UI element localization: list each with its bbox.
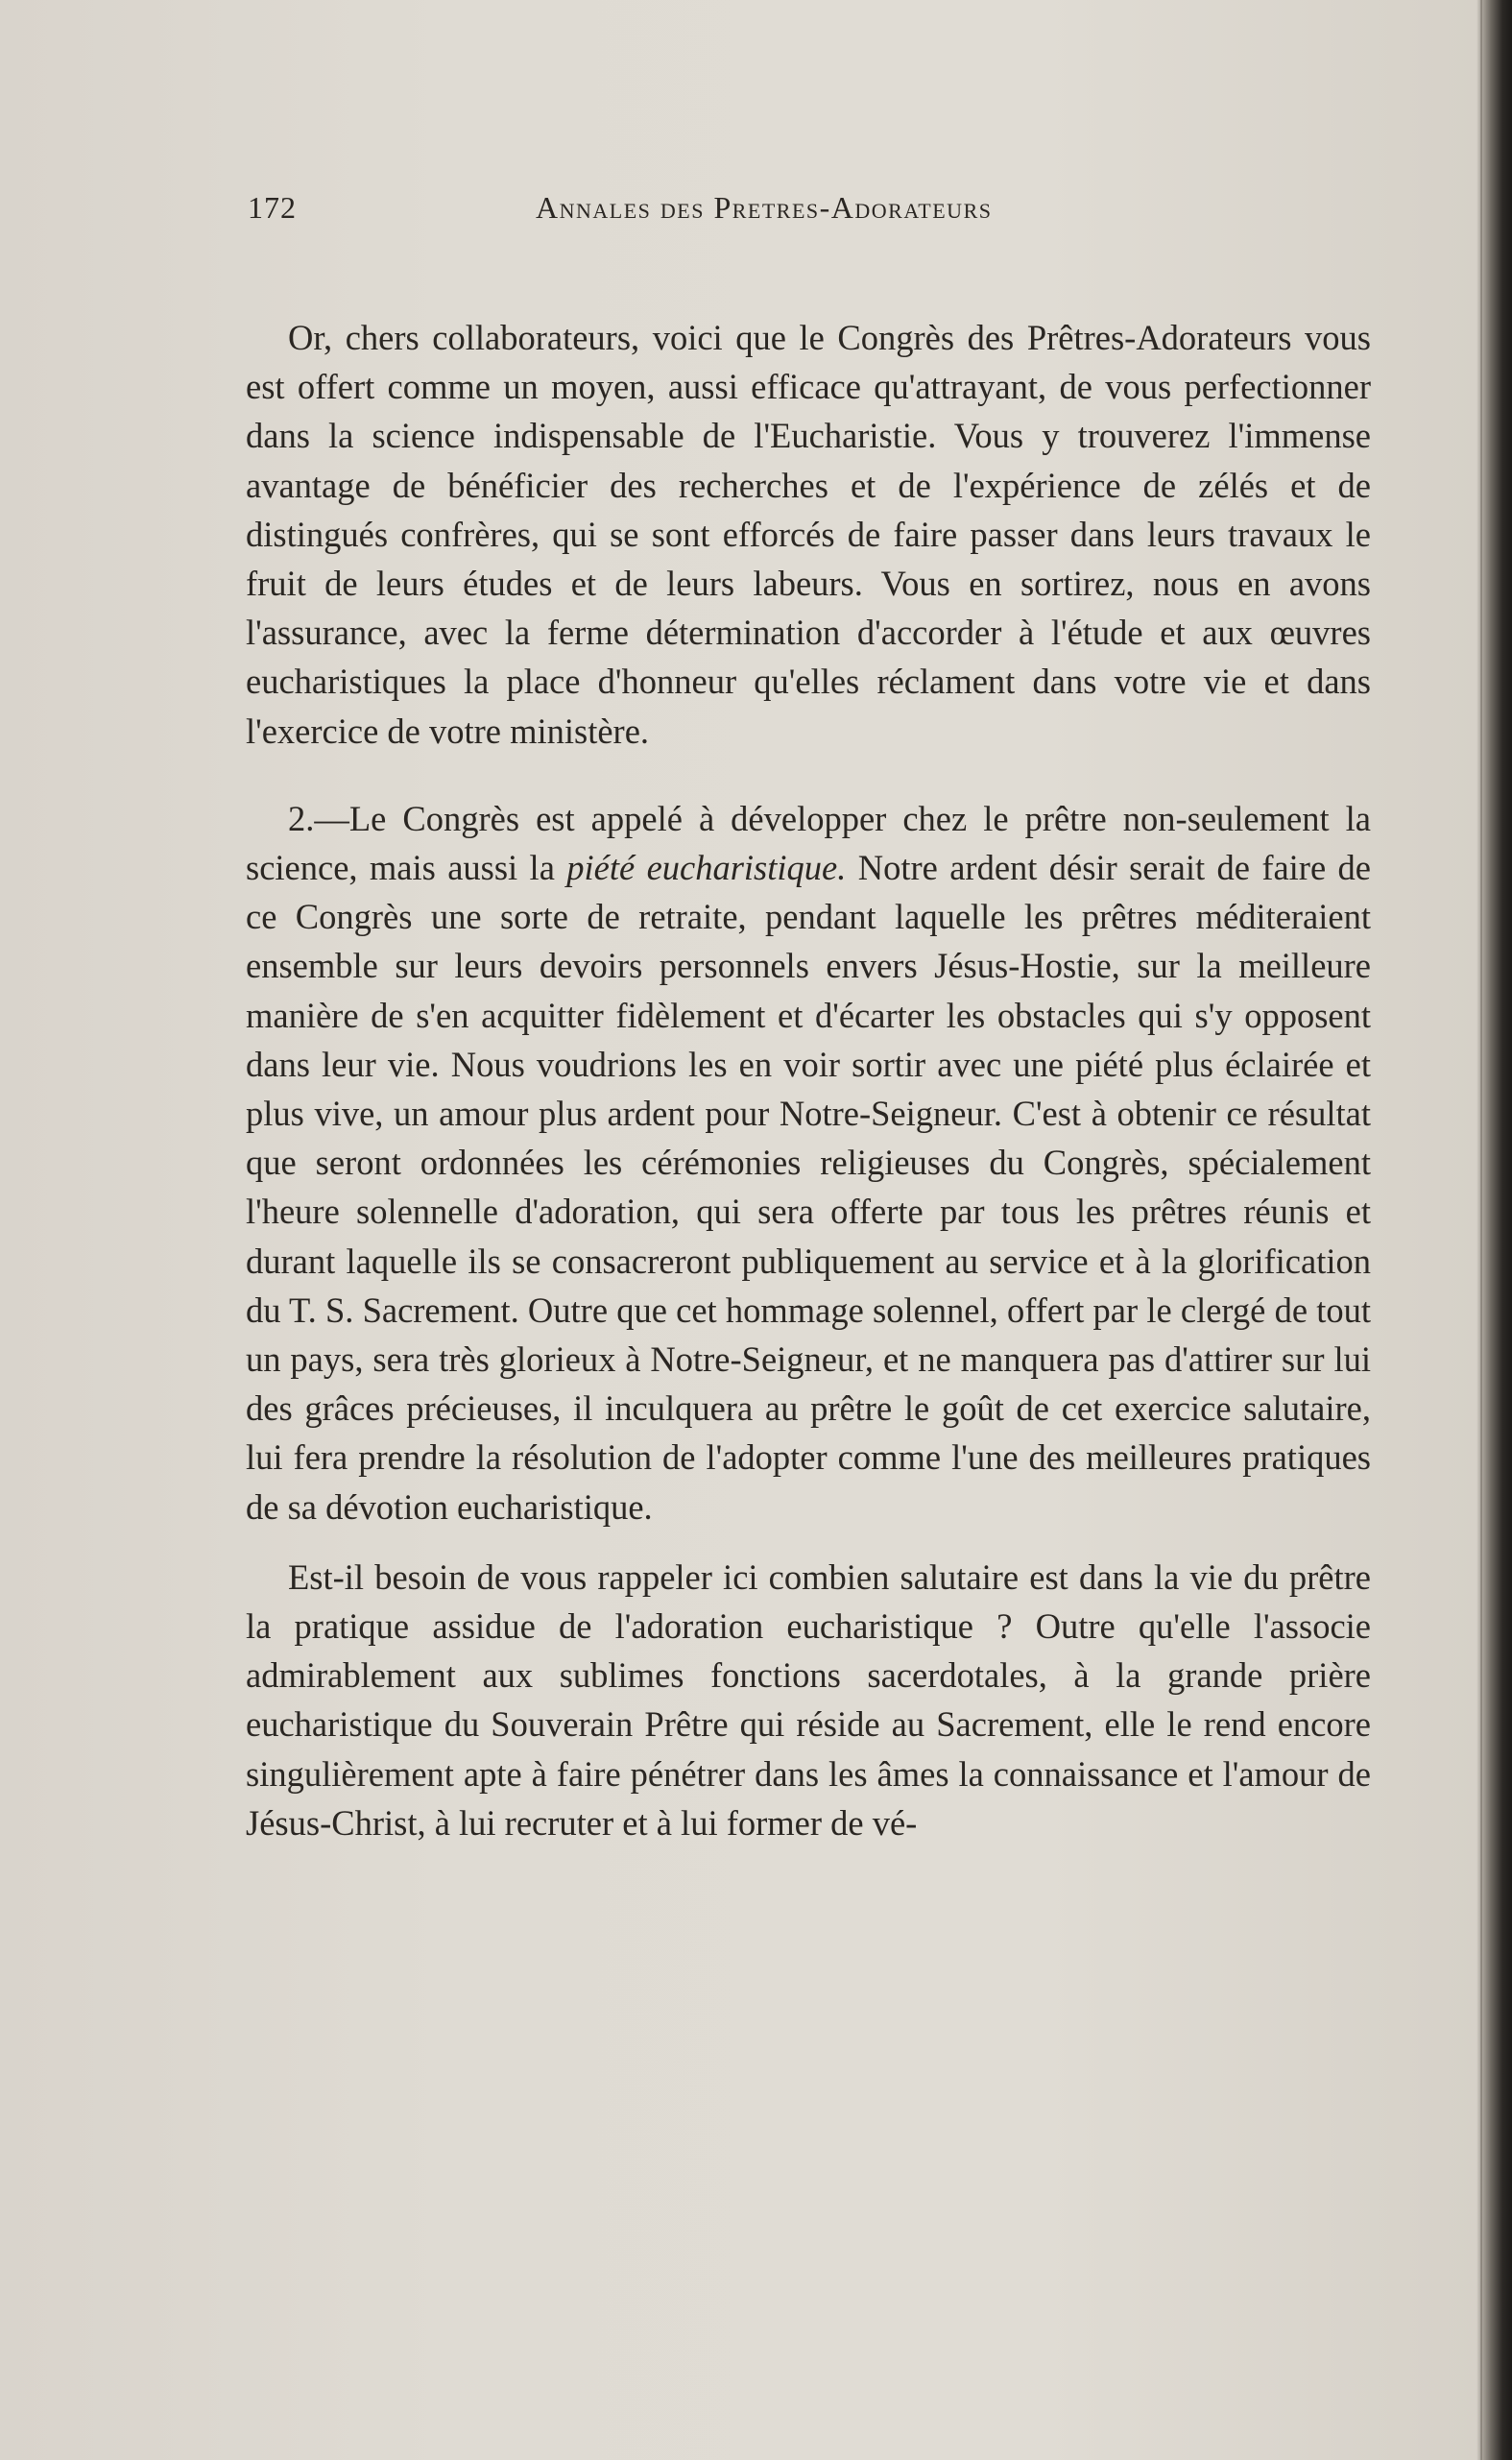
paragraph-1: Or, chers collaborateurs, voici que le Congrès des Prêtres-Adorateurs vous est offert comme un moyen, aussi efficace qu'attrayant, de vous perfectionner dans la science indispensable de l'Eucharistie. Vous y trouverez l'immense avantage de bénéficier des recherches et de l'expérience de zélés et de distingués confrères, qui se sont efforcés de faire passer dans leurs travaux le fruit de leurs études et de leurs labeurs. Vous en sortirez, nous en avons l'assurance, avec la ferme détermination d'accorder à l'étude et aux œuvres eucharistiques la place d'honneur qu'elles réclament dans votre vie et dans l'exercice de votre ministère. — [246, 318, 1371, 751]
running-head: Annales des Pretres-Adorateurs — [536, 190, 993, 225]
paragraph-2-start: 2.—Le Congrès est appelé à développer chez le prêtre non-seulement la science, mais aussi la — [246, 798, 1371, 888]
page-number: 172 — [248, 190, 297, 225]
body-text — [246, 313, 1371, 1847]
page-header — [248, 190, 1371, 232]
book-spine-edge — [1480, 0, 1512, 2460]
paragraph-2 — [246, 794, 1371, 1531]
emphasis-piete-eucharistique: piété eucharistique. — [566, 848, 847, 888]
paragraph-3: Est-il besoin de vous rappeler ici combien salutaire est dans la vie du prêtre la pratique assidue de l'adoration eucharistique ? Outre qu'elle l'associe admirablement aux sublimes fonctions sacerdotales, à la grande prière eucharistique du Souverain Prêtre qui réside au Sacrement, elle le rend encore singulièrement apte à faire pénétrer dans les âmes la connaissance et l'amour de Jésus-Christ, à lui recruter et à lui former de vé- — [246, 1556, 1371, 1843]
paragraph-2-end: Notre ardent désir serait de faire de ce Congrès une sorte de retraite, pendant laquelle les prêtres méditeraient ensemble sur leurs devoirs personnels envers Jésus-Hostie, sur la meilleure manière de s'en acquitter fidèlement et d'écarter les obstacles qui s'y opposent dans leur vie. Nous voudrions les en voir sortir avec une piété plus éclairée et plus vive, un amour plus ardent pour Notre-Seigneur. C'est à obtenir ce résultat que seront ordonnées les cérémonies religieuses du Congrès, spécialement l'heure solennelle d'adoration, qui sera offerte par tous les prêtres réunis et durant laquelle ils se consacreront publiquement au service et à la glorification du T. S. Sacrement. Outre que cet hommage solennel, offert par le clergé de tout un pays, sera très glorieux à Notre-Seigneur, et ne manquera pas d'attirer sur lui des grâces précieuses, il inculquera au prêtre le goût de cet exercice salutaire, lui fera prendre la résolution de l'adopter comme l'une des meilleures pratiques de sa dévotion eucharistique. — [246, 848, 1371, 1527]
